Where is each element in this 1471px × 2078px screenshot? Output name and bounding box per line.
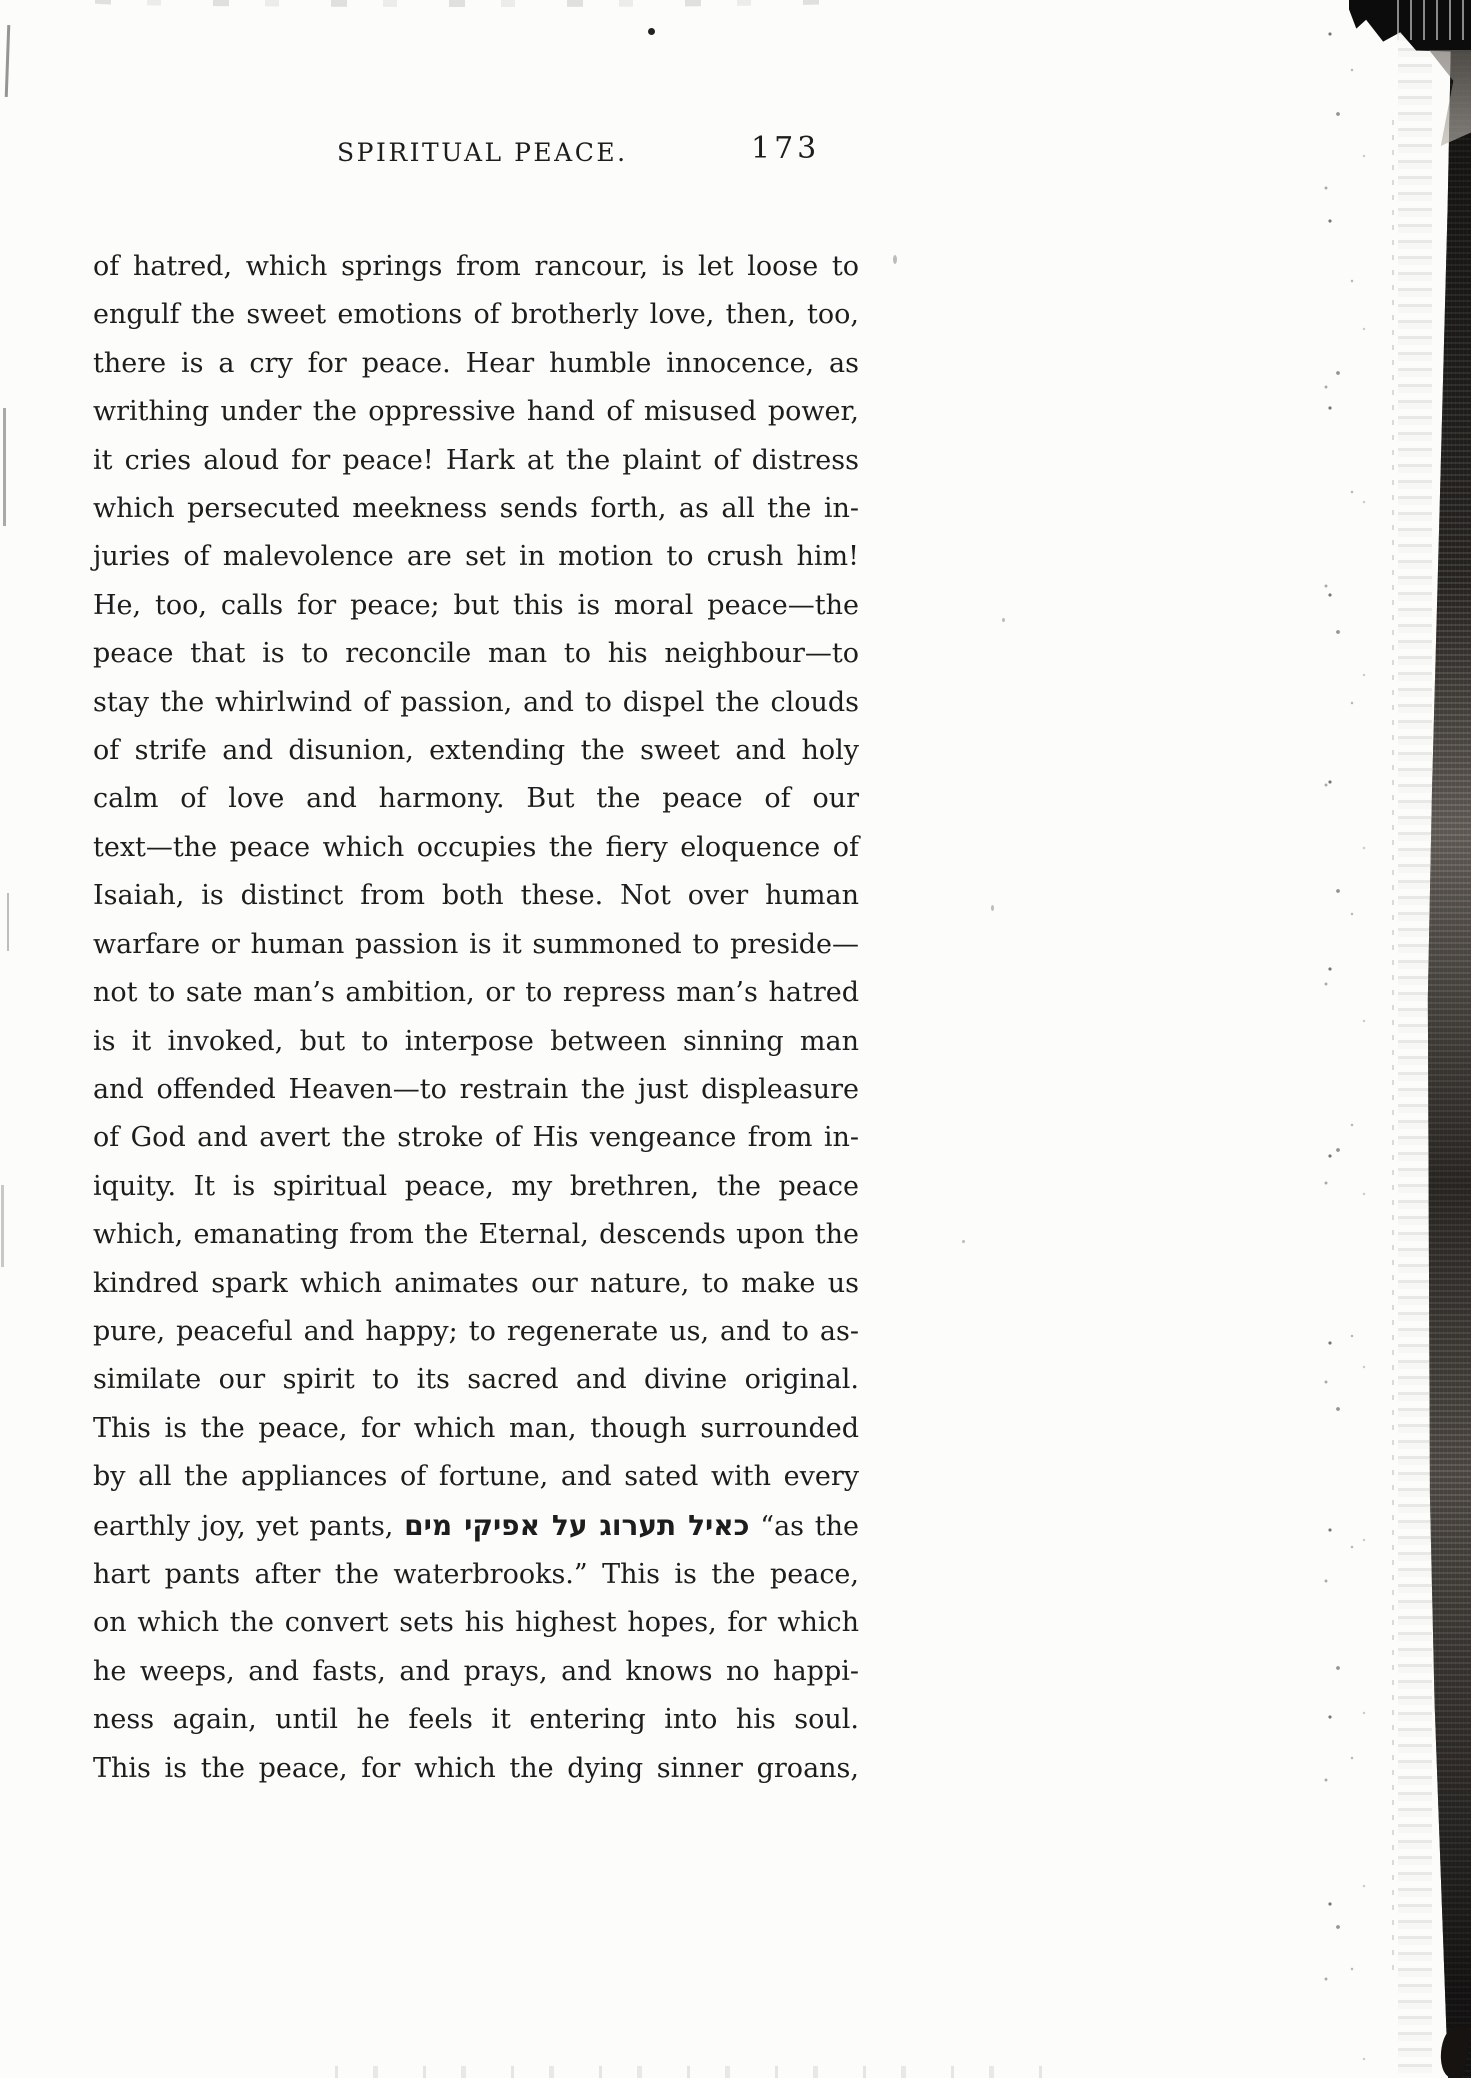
body-line: He, too, calls for peace; but this is moral peace—the [93,589,859,621]
scan-left-edge-mark [7,893,9,951]
body-line: which, emanating from the Eternal, descends upon the [93,1219,859,1251]
scan-left-edge-mark [1,1185,4,1267]
body-line: of strife and disunion, extending the sweet and holy [93,735,859,767]
body-line: of hatred, which springs from rancour, is let loose to [93,251,859,282]
scan-speck [962,1240,965,1243]
book-edge-fuzz [1398,0,1432,2078]
body-line: warfare or human passion is it summoned to preside— [93,928,859,960]
scan-noise-gutter [1318,18,1382,2068]
scan-left-edge-mark [5,25,11,97]
hebrew-line-suffix: “as the [749,1510,859,1542]
scan-speck [1002,618,1005,622]
body-line: similate our spirit to its sacred and divine original. [93,1364,859,1396]
body-line: pure, peaceful and happy; to regenerate us, and to as- [93,1315,859,1347]
body-line: on which the convert sets his highest hopes, for which [93,1607,859,1639]
body-line: Isaiah, is distinct from both these. Not over human [93,880,859,912]
ink-dot [648,28,655,35]
binding-corner-stripes [1391,0,1469,40]
body-text-block [93,243,859,1793]
body-line: not to sate man’s ambition, or to repress man’s hatred [93,977,859,1009]
body-line: engulf the sweet emotions of brotherly love, then, too, [93,299,859,331]
body-line: This is the peace, for which man, though surrounded [93,1412,859,1444]
body-line: by all the appliances of fortune, and sated with every [93,1461,859,1493]
hebrew-phrase: כאיל תערוג על אפיקי מים [404,1508,750,1542]
page-header-title: SPIRITUAL PEACE. [337,138,628,167]
body-line: juries of malevolence are set in motion to crush him! [93,541,859,573]
body-line: ness again, until he feels it entering into his soul. [93,1704,859,1736]
body-line: calm of love and harmony. But the peace of our [93,783,859,815]
scan-left-edge-mark [3,408,6,526]
body-line: which persecuted meekness sends forth, as all the in- [93,493,859,525]
scan-speck [991,905,994,911]
body-line: and offended Heaven—to restrain the just displeasure [93,1073,859,1105]
page-edge-line [1392,120,1394,1970]
page-number: 173 [751,131,821,166]
body-line: kindred spark which animates our nature, to make us [93,1267,859,1299]
body-line: stay the whirlwind of passion, and to dispel the clouds [93,686,859,718]
hebrew-line-prefix: earthly joy, yet pants, [93,1510,405,1542]
body-line: he weeps, and fasts, and prays, and knows no happi- [93,1655,859,1687]
body-line: writhing under the oppressive hand of misused power, [93,396,859,428]
body-line: hart pants after the waterbrooks.” This is the peace, [93,1558,859,1590]
scan-speck [893,255,897,264]
body-line: This is the peace, for which the dying sinner groans, [93,1752,859,1784]
body-line: text—the peace which occupies the fiery eloquence of [93,831,859,863]
scan-bottom-edge-strip [335,2066,1075,2078]
body-line: there is a cry for peace. Hear humble innocence, as [93,347,859,379]
body-line: it cries aloud for peace! Hark at the plaint of distress [93,444,859,476]
scan-top-edge-smudge [95,0,835,7]
body-line: peace that is to reconcile man to his neighbour—to [93,638,859,670]
body-line: of God and avert the stroke of His vengeance from in- [93,1122,859,1154]
body-line: iquity. It is spiritual peace, my brethren, the peace [93,1170,859,1202]
body-line: is it invoked, but to interpose between sinning man [93,1025,859,1057]
body-line-with-hebrew [93,1502,859,1551]
